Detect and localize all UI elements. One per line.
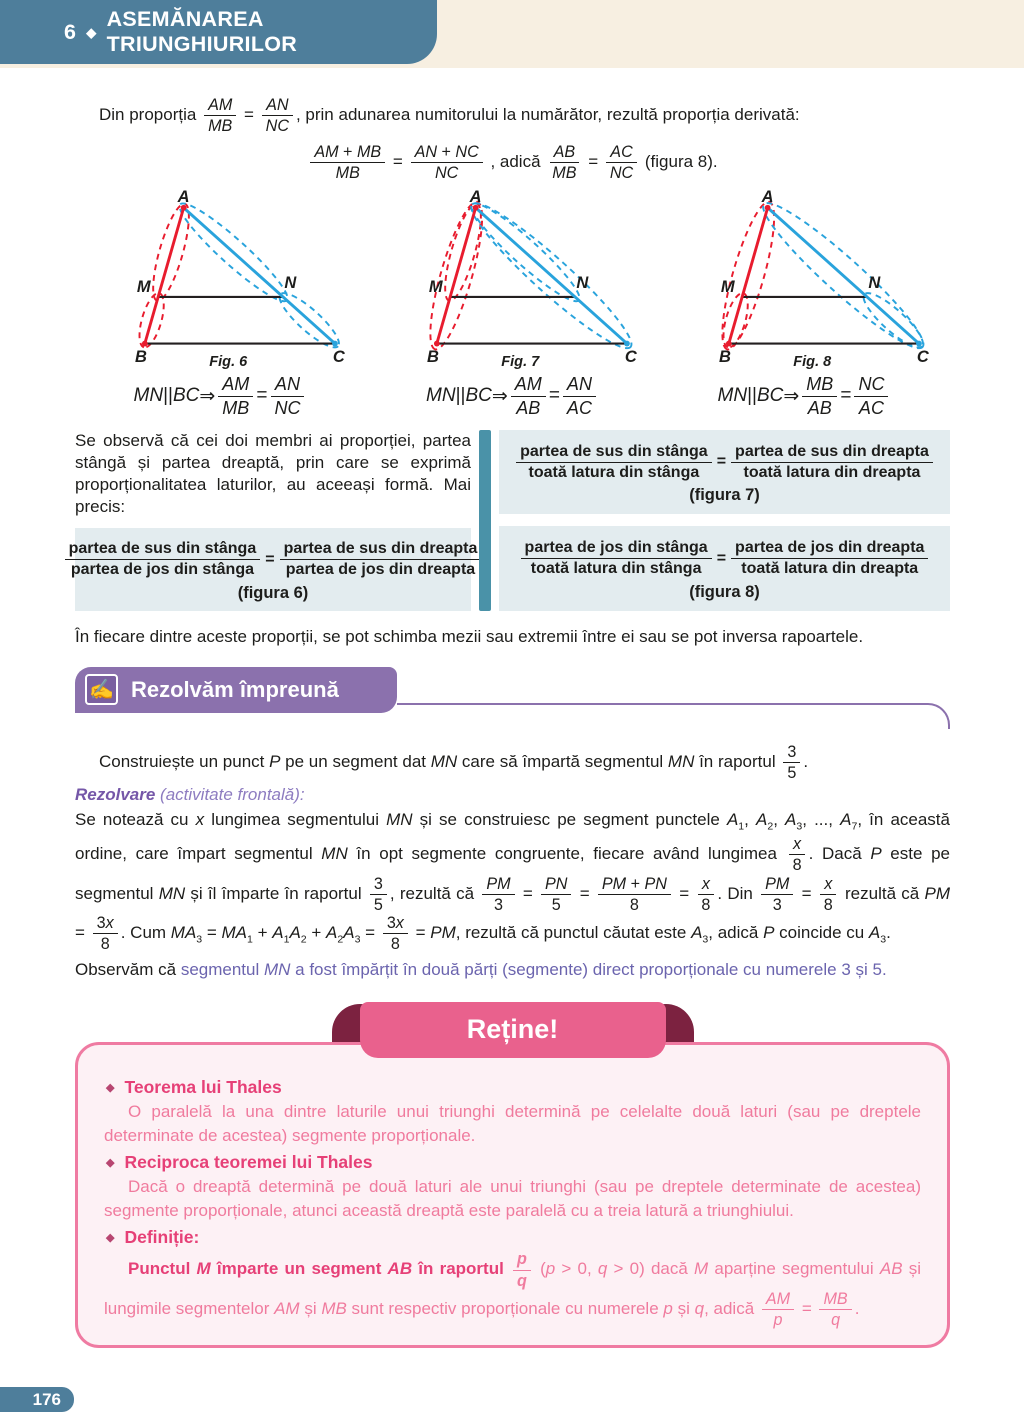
writing-hand-icon: ✍ [85,674,118,705]
problem-statement: Construiește un punct P pe un segment dat MN care să împartă segmentul MN în raportul $\frac{3}{5}$ . [99,742,809,783]
vertex-a-label: A [177,190,190,207]
rezolvare-note: (activitate frontală): [155,785,305,805]
vertex-b-label: B [427,348,439,367]
remember-ribbon: Reține! [360,1002,666,1058]
teal-divider [479,430,491,611]
definition-title: ◆ Definiție: [106,1227,200,1248]
figure-7-formula: MN || BC ⇒ AM AB = AN AC [426,374,599,417]
vertex-c-label: C [332,348,345,367]
diamond-bullet-icon: ◆ [106,1232,115,1245]
solve-together-header [75,667,950,729]
vertex-n-label: N [284,274,297,293]
solve-together-banner [75,667,397,713]
figure-7-diagram [367,190,658,370]
vertex-n-label: N [576,274,589,293]
box-caption-fig7: (figura 7) [689,486,760,505]
figure-8-formula: MN || BC ⇒ MB AB = NC AC [718,374,892,417]
solution-conclusion: Observăm că segmentul MN a fost împărțit în două părți (segmente) direct proporționale cu numerele 3 și 5. [75,959,887,979]
vertex-c-label: C [624,348,637,367]
figures-row [75,190,950,417]
vertex-m-label: M [428,278,443,297]
vertex-b-label: B [135,348,147,367]
observation-right-column [499,430,950,611]
figure-8 [659,190,950,417]
vertex-n-label: N [868,274,881,293]
observation-left-column [68,430,478,611]
diamond-bullet-icon: ◆ [106,1157,115,1170]
thales-reciprocal-title: ◆ Reciproca teoremei lui Thales [106,1152,373,1173]
figure-8-diagram [659,190,950,370]
figure-6-caption: Fig. 6 [209,354,248,371]
page-content [0,68,1024,1348]
rezolvare-label: Rezolvare [75,785,156,805]
vertex-m-label: M [720,278,735,297]
proportion-box-fig8: partea de jos din stânga toată latura din stânga = partea de jos din dreapta toată latura din dreapta (figura 8) [499,526,950,611]
thales-reciprocal-body: Dacă o dreaptă determină pe două laturi ale unui triunghi (sau pe dreptele determinate de acestea) segmente proporționale, atunci această dreaptă este paralelă cu a treia latură a triunghiului. [104,1177,921,1221]
solution-heading [75,785,950,805]
figure-6 [75,190,366,417]
remember-section [75,1014,950,1348]
figure-6-diagram [75,190,366,370]
definition-body: Punctul M împarte un segment AB în raportul $\frac{p}{q}$ (p > 0, q > 0) dacă M aparține segmentului AB și lungimile segmentelor AM și MB sunt respectiv proporționale cu numerele p și q, adică $\frac{AM}{p}$ = $\frac{MB}{q}$ . [104,1250,922,1329]
intro-paragraph: Din proporția $\frac{AM}{MB}$ = $\frac{AN}{NC}$ , prin adunarea numitorului la numărător, rezultă proporția derivată: [99,96,800,136]
vertex-b-label: B [719,348,731,367]
problem-section [75,743,950,980]
figure-8-caption: Fig. 8 [793,354,832,371]
remember-box [75,1042,950,1348]
figure-7 [367,190,658,417]
proportion-note: În fiecare dintre aceste proporții, se pot schimba mezii sau extremii între ei sau se pot inversa rapoartele. [75,626,864,646]
page-number-badge: 176 [0,1387,74,1412]
banner-tail-line [397,703,950,729]
figure-6-formula: MN || BC ⇒ AM MB = AN NC [134,374,308,417]
box-caption-fig8: (figura 8) [689,583,760,602]
solution-text: Se notează cu x lungimea segmentului MN și se construiesc pe segment punctele $A_1$, $A_2$, $A_3$, ..., $A_7$, în această ordine, care împart segmentul MN în opt segmente congruente, fiecare având lungimea $\frac{x}{8}$ . Dacă P este pe segmentul MN și îl împarte în raportul $\frac{3}{5}$ , rezultă că $\frac{PM}{3}$ = $\frac{PN}{5}$ = $\frac{PM + PN}{8}$ = $\frac{x}{8}$ . Din $\frac{PM}{3}$ = $\frac{x}{8}$ rezultă că PM = $\frac{3x}{8}$ . Cum $MA_3 = MA_1 + A_1A_2 + A_2A_3$ = $\frac{3x}{8}$ = PM, rezultă că punctul căutat este $A_3$, adică P coincide cu $A_3$. [75,810,951,953]
observation-text: Se observă că cei doi membri ai proporției, partea stângă și partea dreaptă, prin care se exprimă proporționalitatea laturilor, au aceeași formă. Mai precis: [75,430,471,517]
observation-section [68,430,950,611]
vertex-a-label: A [469,190,482,207]
box-caption-fig6: (figura 6) [237,583,309,602]
vertex-a-label: A [761,190,774,207]
diamond-separator-icon: ◆ [86,25,97,40]
chapter-header [0,0,437,64]
vertex-m-label: M [136,278,151,297]
vertex-c-label: C [916,348,929,367]
proportion-box-fig6: partea de sus din stânga partea de jos din stânga = partea de sus din dreapta partea de jos din dreapta (figura 6) [75,528,471,611]
thales-theorem-title: ◆ Teorema lui Thales [106,1076,282,1097]
diamond-bullet-icon: ◆ [106,1081,115,1094]
chapter-number: 6 [64,19,77,44]
solve-together-title: Rezolvăm împreună [131,676,339,702]
thales-theorem-body: O paralelă la una dintre laturile unui triunghi determină pe celelalte două laturi (sau pe dreptele determinate de acestea) segmente proporționale. [104,1101,921,1146]
derived-proportion-line: $\frac{AM + MB}{MB}$ = $\frac{AN + NC}{NC}$ , adică $\frac{AB}{MB}$ = $\frac{AC}{NC}$ (figura 8). [75,143,950,182]
figure-7-caption: Fig. 7 [501,354,540,371]
proportion-box-fig7: partea de sus din stânga toată latura din stânga = partea de sus din dreapta toată latura din dreapta (figura 7) [499,430,950,515]
chapter-title: ASEMĂNAREA TRIUNGHIURILOR [106,7,298,56]
